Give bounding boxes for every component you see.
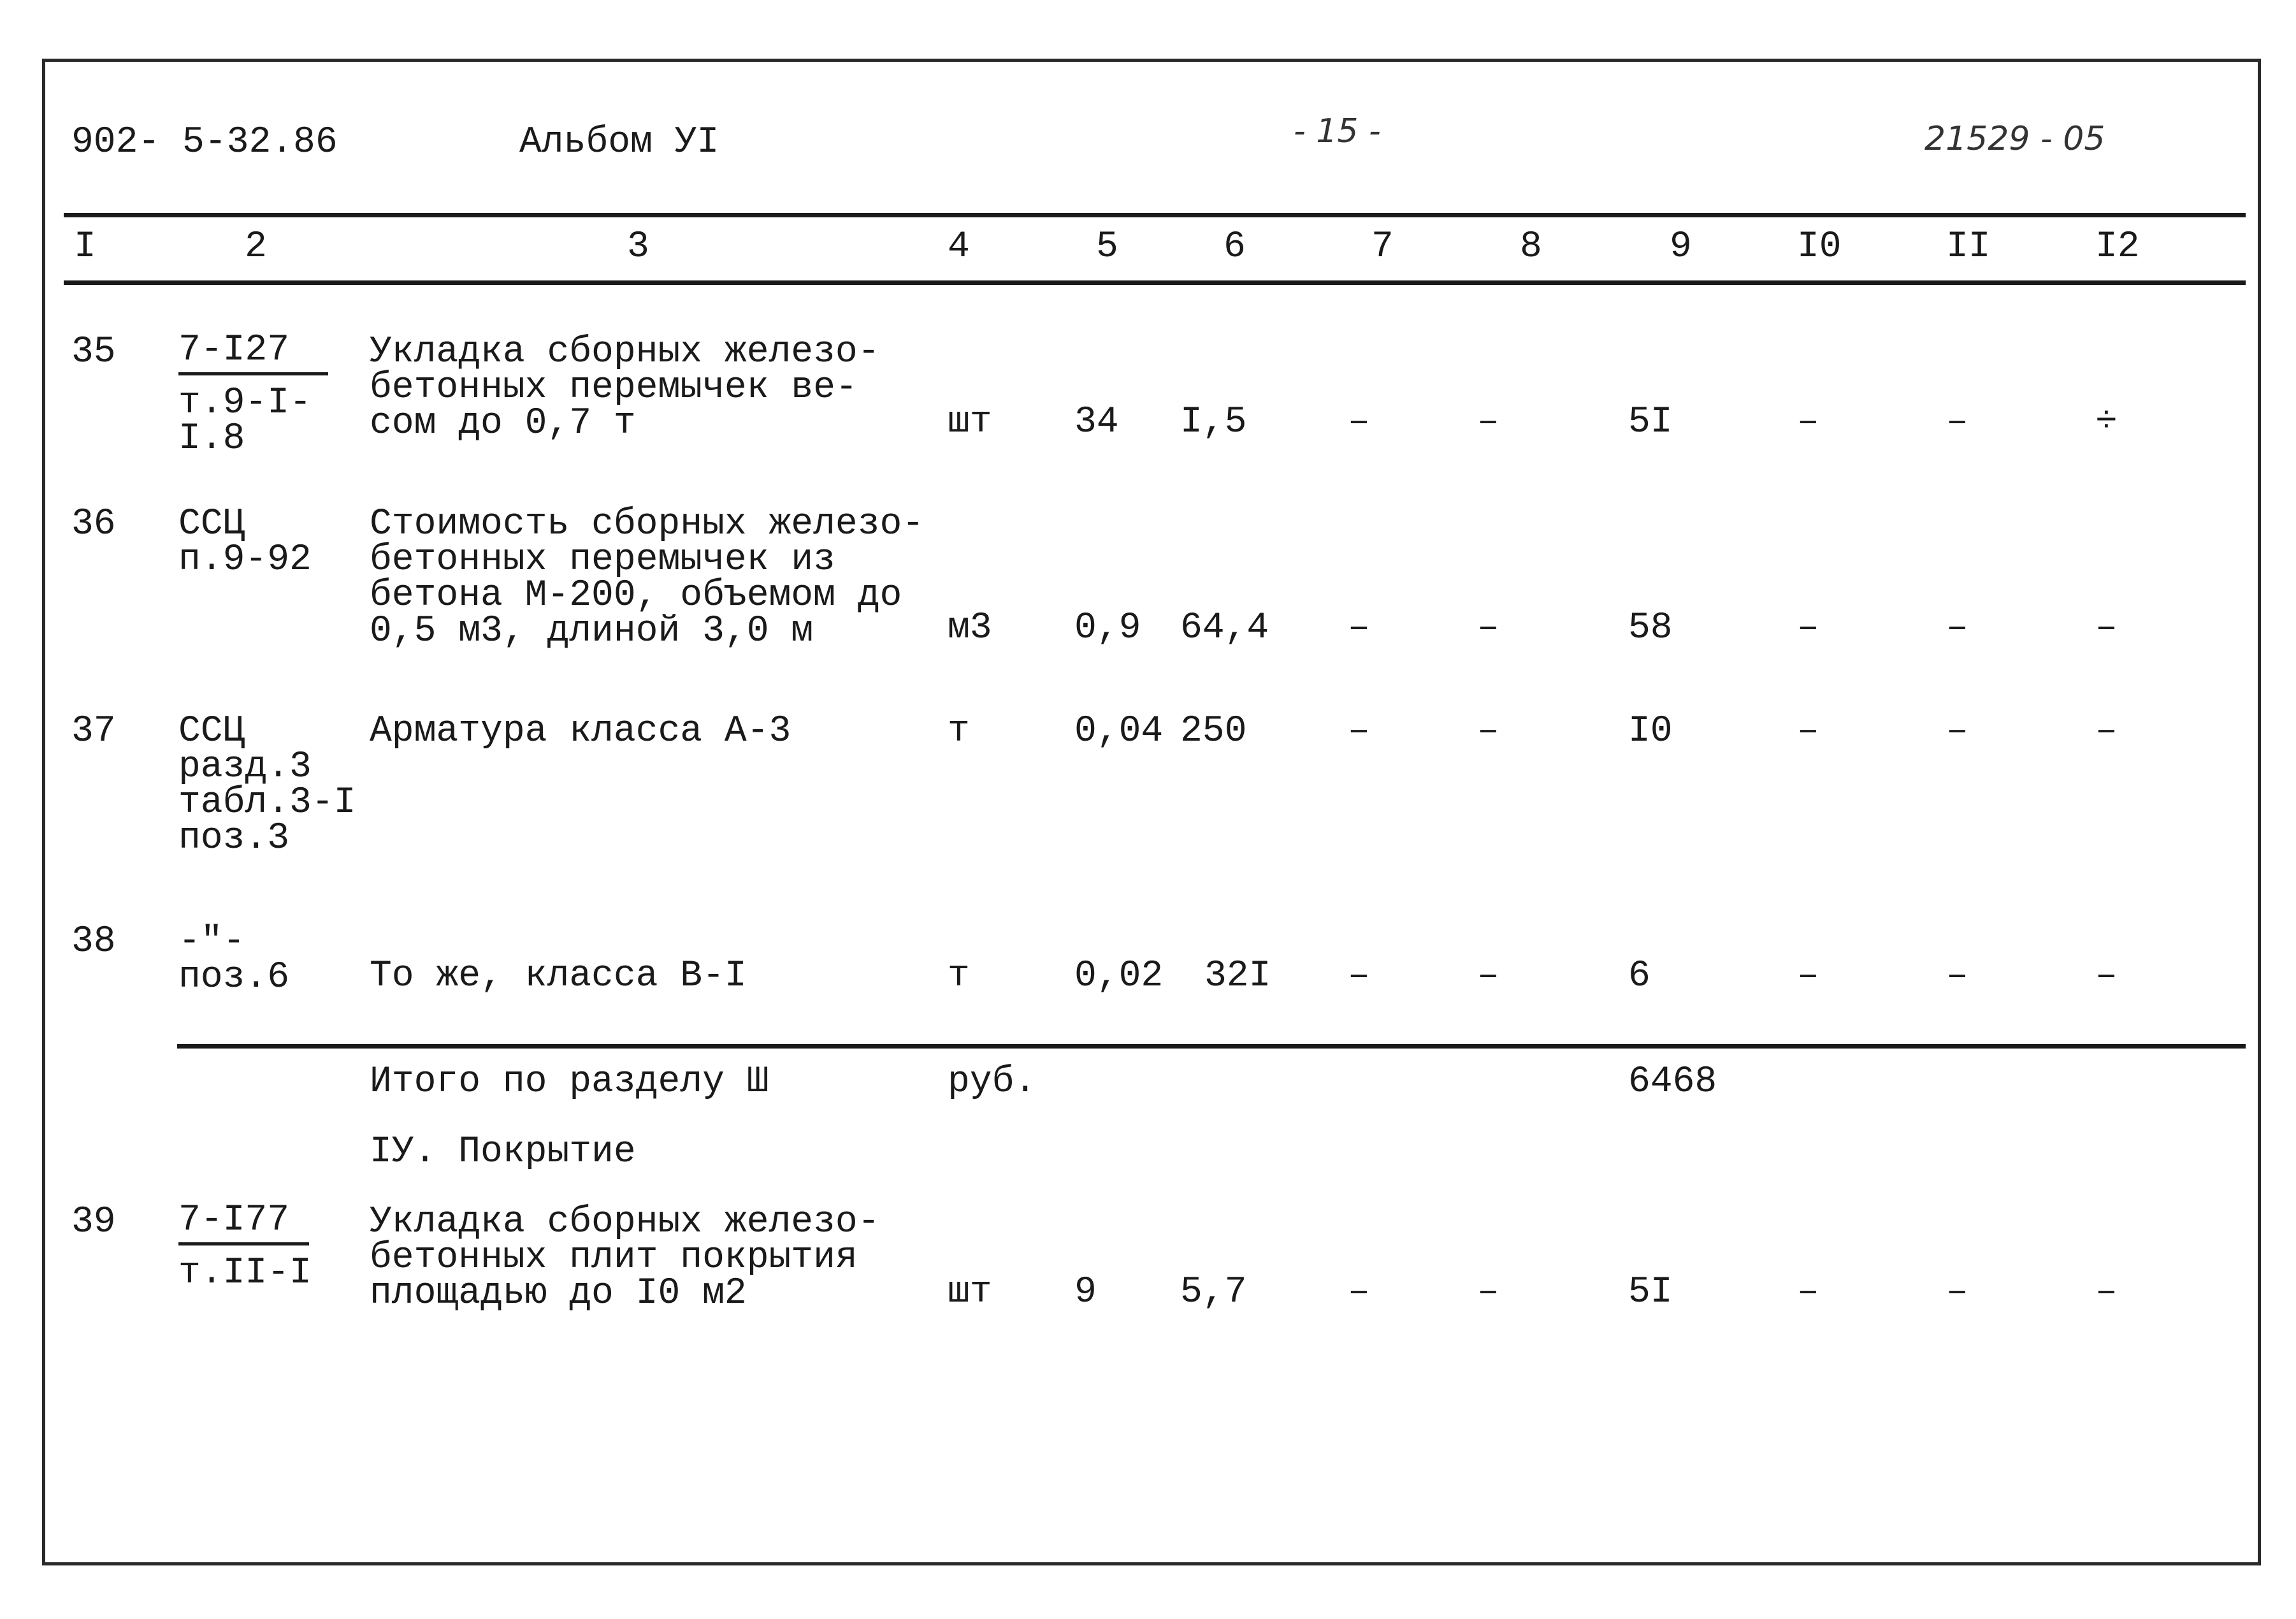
page-number: - 15 - [1294, 112, 1381, 150]
row-36-col11: – [1946, 607, 1968, 649]
row-35-description: Укладка сборных железо- бетонных перемычек ве- сом до 0,7 т [370, 331, 880, 444]
row-37-col7: – [1348, 711, 1370, 752]
col-header-1: I [74, 226, 96, 268]
row-39-col11: – [1946, 1272, 1968, 1313]
row-35-ref-sub: т.9-I- I.8 [178, 382, 312, 460]
row-37-unit: т [948, 711, 970, 752]
row-37-number: 37 [71, 711, 116, 752]
row-38-col8: – [1477, 955, 1499, 997]
header-rule-top [64, 213, 2246, 217]
col-header-3: 3 [627, 226, 649, 268]
col-header-6: 6 [1224, 226, 1246, 268]
row-38-total: 6 [1628, 955, 1650, 997]
row-35-col7: – [1348, 402, 1370, 443]
row-39-col10: – [1797, 1272, 1819, 1313]
row-36-quantity: 0,9 [1074, 607, 1141, 649]
row-37-ref: ССЦ разд.3 табл.3-I поз.3 [178, 711, 356, 859]
row-35-total: 5I [1628, 402, 1673, 443]
col-header-8: 8 [1520, 226, 1542, 268]
row-37-quantity: 0,04 [1074, 711, 1164, 752]
col-header-2: 2 [245, 226, 267, 268]
row-39-col7: – [1348, 1272, 1370, 1313]
col-header-7: 7 [1371, 226, 1394, 268]
row-35-col8: – [1477, 402, 1499, 443]
row-39-quantity: 9 [1074, 1272, 1097, 1313]
row-39-unit-price: 5,7 [1180, 1272, 1247, 1313]
row-35-unit: шт [948, 402, 992, 443]
row-38-unit-price: 32I [1204, 955, 1271, 997]
row-36-description: Стоимость сборных железо- бетонных перемычек из бетона М-200, объемом до 0,5 м3, длиной 3,0 м [370, 504, 925, 652]
subtotal-rule [177, 1044, 2246, 1049]
row-37-col12: – [2095, 711, 2118, 752]
row-38-unit: т [948, 955, 970, 997]
row-35-ref-main: 7-I27 [178, 333, 328, 375]
subtotal-label: Итого по разделу Ш [370, 1061, 769, 1103]
row-36-col8: – [1477, 607, 1499, 649]
row-38-number: 38 [71, 921, 116, 962]
row-37-description: Арматура класса А-3 [370, 711, 791, 752]
row-35-unit-price: I,5 [1180, 402, 1247, 443]
row-36-col7: – [1348, 607, 1370, 649]
album-label: Альбом УI [519, 122, 719, 163]
col-header-5: 5 [1096, 226, 1118, 268]
row-36-col10: – [1797, 607, 1819, 649]
subtotal-unit: руб. [948, 1061, 1037, 1103]
row-36-ref: ССЦ п.9-92 [178, 504, 312, 581]
row-35-col11: – [1946, 402, 1968, 443]
row-39-ref-main: 7-I77 [178, 1203, 309, 1245]
row-36-total: 58 [1628, 607, 1673, 649]
row-38-col7: – [1348, 955, 1370, 997]
row-35-col10: – [1797, 402, 1819, 443]
row-39-number: 39 [71, 1202, 116, 1243]
row-36-unit-price: 64,4 [1180, 607, 1269, 649]
row-36-number: 36 [71, 504, 116, 545]
row-37-col11: – [1946, 711, 1968, 752]
row-36-unit: м3 [948, 607, 992, 649]
row-38-col10: – [1797, 955, 1819, 997]
row-39-col12: – [2095, 1272, 2118, 1313]
row-37-unit-price: 250 [1180, 711, 1247, 752]
header-rule-bottom [64, 280, 2246, 285]
row-37-total: I0 [1628, 711, 1673, 752]
col-header-9: 9 [1670, 226, 1692, 268]
row-38-quantity: 0,02 [1074, 955, 1164, 997]
row-35-col12: ÷ [2095, 402, 2118, 443]
document-number: 21529 - 05 [1924, 120, 2105, 158]
subtotal-value: 6468 [1628, 1061, 1717, 1103]
doc-code: 902- 5-32.86 [71, 122, 338, 163]
col-header-11: II [1946, 226, 1991, 268]
row-36-col12: – [2095, 607, 2118, 649]
row-39-col8: – [1477, 1272, 1499, 1313]
row-39-description: Укладка сборных железо- бетонных плит покрытия площадью до I0 м2 [370, 1202, 880, 1314]
row-38-col12: – [2095, 955, 2118, 997]
row-39-total: 5I [1628, 1272, 1673, 1313]
row-37-col10: – [1797, 711, 1819, 752]
row-35-quantity: 34 [1074, 402, 1119, 443]
col-header-12: I2 [2095, 226, 2140, 268]
row-39-unit: шт [948, 1272, 992, 1313]
row-37-col8: – [1477, 711, 1499, 752]
col-header-4: 4 [948, 226, 970, 268]
section-title: IУ. Покрытие [370, 1131, 636, 1173]
row-35-number: 35 [71, 331, 116, 373]
col-header-10: I0 [1797, 226, 1842, 268]
row-38-description: То же, класса В-I [370, 955, 747, 997]
row-39-ref-sub: т.II-I [178, 1252, 312, 1294]
row-38-col11: – [1946, 955, 1968, 997]
row-38-ref: -"- поз.6 [178, 921, 290, 998]
